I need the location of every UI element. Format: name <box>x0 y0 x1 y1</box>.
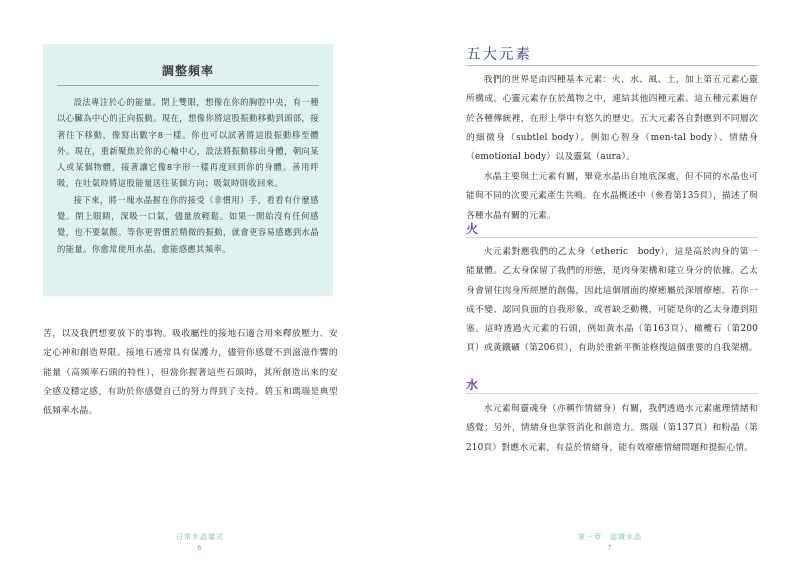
tip-box <box>43 44 333 296</box>
tip-paragraph-1: 設法專注於心的能量。閉上雙眼，想像在你的胸腔中央，有一種以心臟為中心的正向振動。現在，想像你將這股振動移動到頭部，接著往下移動，像寫出數字8一樣。你也可以試著將這股振動移至體外。現在，重新聚焦於你的心輪中心，設法將振動移出身體，朝向某人或某個物體，接著讓它像8字形一樣再度回到你的身體。善用呼吸，在吐氣時將這股能量送往某個方向；吸氣時則收回來。 <box>57 97 319 189</box>
right-footer-title: 第一章 認識水晶 <box>578 533 642 541</box>
section-rule-fire <box>466 237 758 238</box>
tip-box-divider <box>57 85 319 86</box>
section-heading-fire: 火 <box>466 222 479 236</box>
chapter-title-rule <box>466 65 758 66</box>
left-page-number: 6 <box>197 544 203 552</box>
right-footer <box>520 532 700 553</box>
left-body-text: 苦，以及我們想要放下的事物。吸收屬性的接地石適合用來釋放壓力、安定心神和創造界限。接地石通常具有保護力，儘管你感覺不到滋滋作響的能量（高頻率石頭的特性），但當你握著這些石頭時，其所創造出來的安全感及穩定感，有助於你感覺自己的努力得到了支持。碧玉和瑪瑙是典型低頻率水晶。 <box>43 329 338 417</box>
section-rule-water <box>466 393 758 394</box>
left-footer <box>120 532 280 553</box>
tip-box-title: 調整頻率 <box>161 64 214 78</box>
section-heading-water: 水 <box>466 378 479 392</box>
section-text-water: 水元素與靈魂身（亦稱作情緒身）有關，我們透過水元素處理情緒和感覺；另外，情緒身也掌管消化和創造力。瑪瑙（第137頁）和粉晶（第210頁）對應水元素，有益於情緒身，能有效療癒情緒問題和提振心情。 <box>466 404 758 453</box>
intro-paragraph: 我們的世界是由四種基本元素：火、水、風、土，加上第五元素心靈所構成。心靈元素存在於萬物之中，連結其他四種元素。這五種元素遍存於各種傳統裡，在形上學中有悠久的歷史。五大元素各自對應到不同層次的細微身（subtlel body）。例如心智身（men-tal body）、情緒身（emotional body）以及靈氣（aura）。 <box>466 75 758 163</box>
tip-paragraph-2: 接下來，將一塊水晶握在你的接受（非慣用）手，看看有什麼感覺。閉上眼睛，深吸一口氣，儘量放輕鬆。如果一開始沒有任何感覺，也不要氣餒。等你更習慣於精微的振動，就會更容易感應到水晶的能量。你愈常使用水晶，愈能感應其頻率。 <box>57 194 319 254</box>
section-text-fire: 火元素對應我們的乙太身（etheric body），這是高於肉身的第一能量體。乙太身保留了我們的形態，是肉身架構和建立身分的依據。乙太身會留住肉身所經歷的創傷，因此這個層面的療癒屬於深層療癒。若你一成不變、認同負面的自我形象，或者缺乏動機，可能是你的乙太身遭到阻塞。這時透過火元素的石頭，例如黃水晶（第163頁）、橄欖石（第200頁）或黃鐵礦（第206頁），有助於重新平衡並修復這個重要的自我架構。 <box>466 247 758 354</box>
left-footer-title: 日常水晶儀式 <box>176 533 224 541</box>
chapter-title: 五大元素 <box>466 47 532 63</box>
crystal-paragraph: 水晶主要與土元素有關，畢竟水晶出自地底深處，但不同的水晶也可能與不同的次要元素產生共鳴。在水晶概述中（參看第135頁），描述了與各種水晶有關的元素。 <box>466 172 758 221</box>
right-page-number: 7 <box>607 544 613 552</box>
